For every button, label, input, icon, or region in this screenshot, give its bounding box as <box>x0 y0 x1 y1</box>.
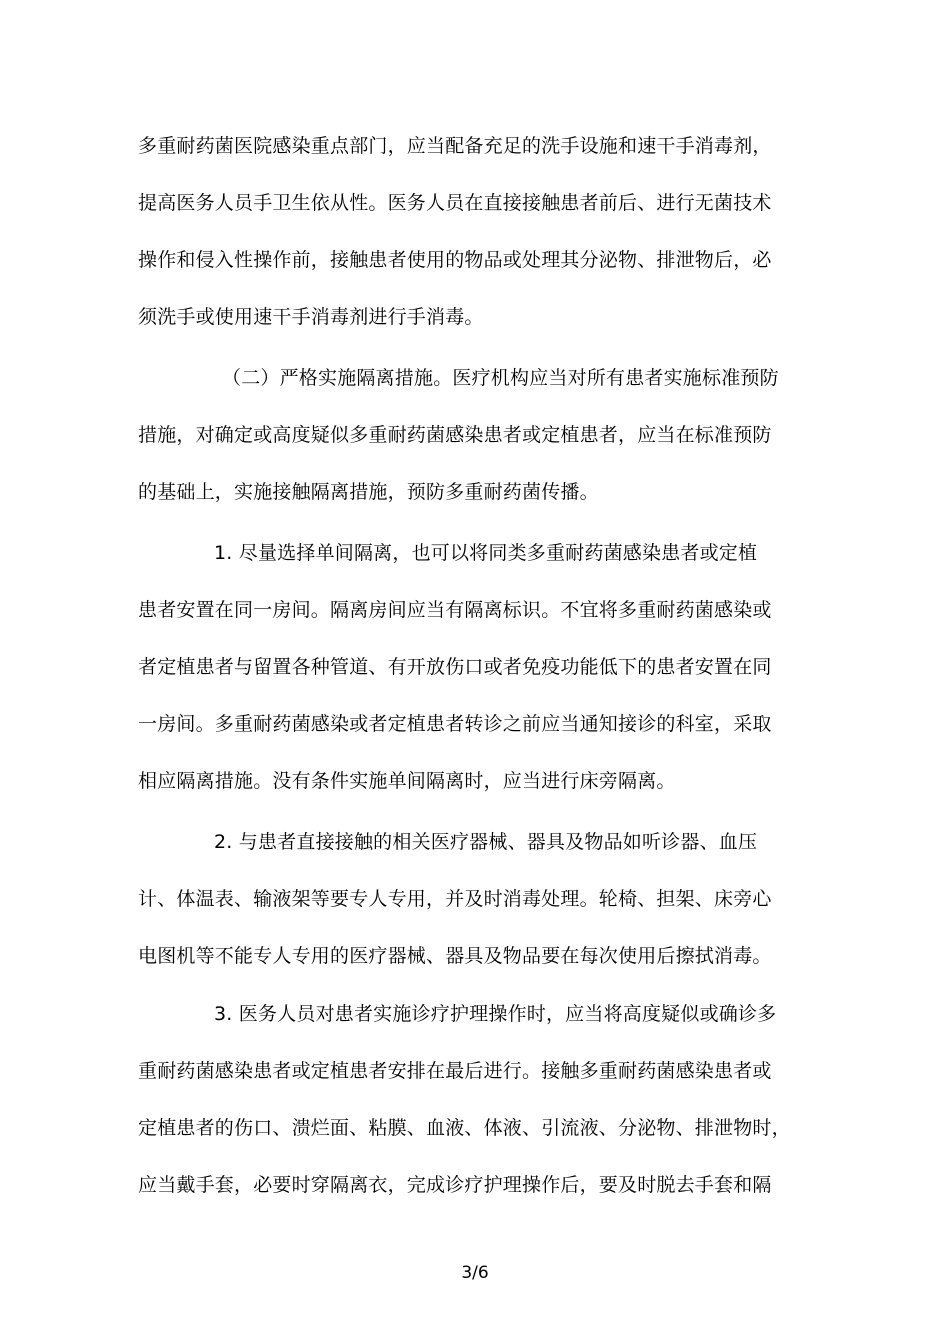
paragraph-1-line-4: 须洗手或使用速干手消毒剂进行手消毒。 <box>138 306 484 328</box>
paragraph-5-line-3: 定植患者的伤口、溃烂面、粘膜、血液、体液、引流液、分泌物、排泄物时， <box>138 1117 791 1139</box>
paragraph-1-line-3: 操作和侵入性操作前，接触患者使用的物品或处理其分泌物、排泄物后，必 <box>138 249 772 271</box>
page-number: 3/6 <box>461 1263 489 1283</box>
paragraph-5-line-4: 应当戴手套，必要时穿隔离衣，完成诊疗护理操作后，要及时脱去手套和隔 <box>138 1174 772 1196</box>
paragraph-3-line-2: 患者安置在同一房间。隔离房间应当有隔离标识。不宜将多重耐药菌感染或 <box>138 599 772 621</box>
paragraph-5-line-1: 3. 医务人员对患者实施诊疗护理操作时，应当将高度疑似或确诊多 <box>214 1003 777 1025</box>
paragraph-2-line-3: 的基础上，实施接触隔离措施，预防多重耐药菌传播。 <box>138 481 599 503</box>
paragraph-1-line-2: 提高医务人员手卫生依从性。医务人员在直接接触患者前后、进行无菌技术 <box>138 192 772 214</box>
paragraph-3-line-1: 1. 尽量选择单间隔离，也可以将同类多重耐药菌感染患者或定植 <box>214 542 758 564</box>
paragraph-3-line-3: 者定植患者与留置各种管道、有开放伤口或者免疫功能低下的患者安置在同 <box>138 656 772 678</box>
paragraph-4-line-2: 计、体温表、输液架等要专人专用，并及时消毒处理。轮椅、担架、床旁心 <box>138 888 772 910</box>
paragraph-2-line-1: （二）严格实施隔离措施。医疗机构应当对所有患者实施标准预防 <box>222 367 779 389</box>
paragraph-1-line-1: 多重耐药菌医院感染重点部门，应当配备充足的洗手设施和速干手消毒剂， <box>138 135 772 157</box>
paragraph-4-line-1: 2. 与患者直接接触的相关医疗器械、器具及物品如听诊器、血压 <box>214 831 758 853</box>
paragraph-2-line-2: 措施，对确定或高度疑似多重耐药菌感染患者或定植患者，应当在标准预防 <box>138 424 772 446</box>
paragraph-4-line-3: 电图机等不能专人专用的医疗器械、器具及物品要在每次使用后擦拭消毒。 <box>138 945 772 967</box>
paragraph-5-line-2: 重耐药菌感染患者或定植患者安排在最后进行。接触多重耐药菌感染患者或 <box>138 1060 772 1082</box>
paragraph-3-line-4: 一房间。多重耐药菌感染或者定植患者转诊之前应当通知接诊的科室，采取 <box>138 713 772 735</box>
paragraph-3-line-5: 相应隔离措施。没有条件实施单间隔离时，应当进行床旁隔离。 <box>138 770 676 792</box>
